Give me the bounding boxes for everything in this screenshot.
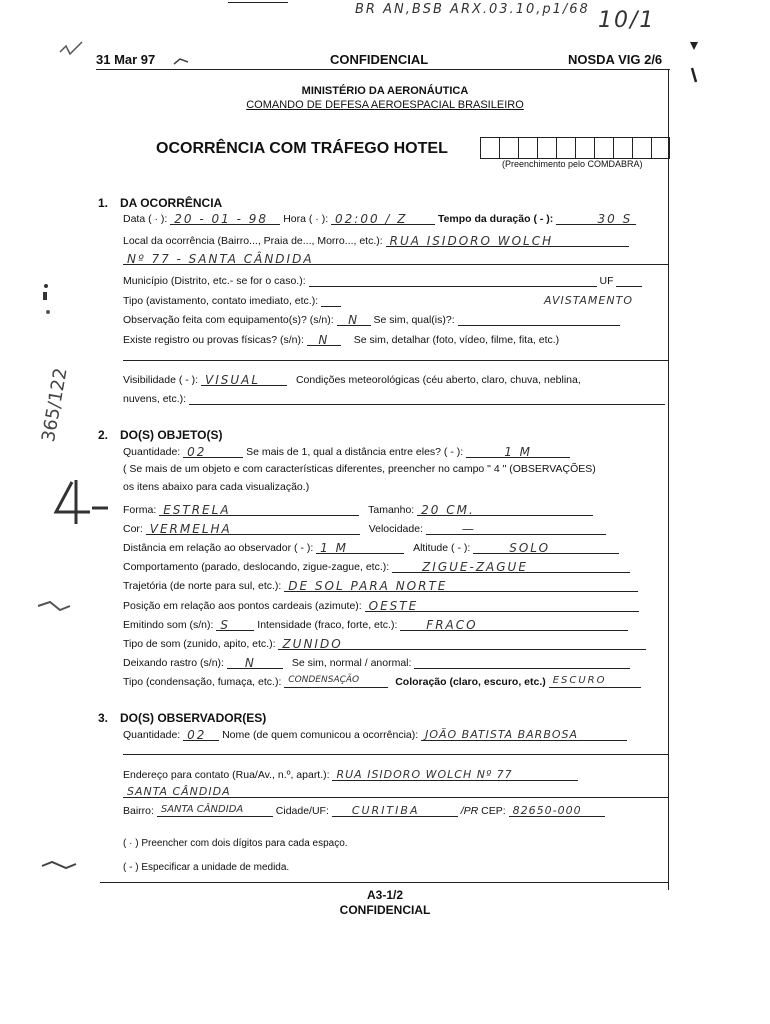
- object-qty-label: Quantidade:: [123, 446, 181, 458]
- local-value-1: RUA ISIDORO WOLCH: [386, 234, 629, 247]
- object-distance-value: 1 M: [466, 445, 570, 458]
- section3-number: 3.: [98, 711, 109, 725]
- distancia-label: Distância em relação ao observador ( - ):: [123, 542, 314, 554]
- condensacao-value: CONDENSAÇÃO: [284, 675, 388, 688]
- footnote-two-digits: ( · ) Preencher com dois dígitos para cada espaço.: [123, 838, 348, 849]
- header-date: 31 Mar 97: [96, 52, 156, 67]
- margin-speck-2: [36, 598, 76, 618]
- section1-registro-row: [123, 333, 559, 346]
- section2-cor-row: [123, 522, 606, 535]
- registro-detail-line: [123, 360, 669, 361]
- visibility-label: Visibilidade ( - ):: [123, 374, 199, 386]
- rastro-normal-value: [414, 656, 630, 669]
- ministry-name: MINISTÉRIO DA AERONÁUTICA: [301, 85, 469, 97]
- section2-traj-row: [123, 579, 638, 592]
- posicao-value: OESTE: [365, 599, 639, 612]
- date-value: 20 - 01 - 98: [170, 212, 280, 225]
- header-rule: [96, 69, 670, 70]
- registro-value: N: [307, 333, 341, 346]
- header-classification: CONFIDENCIAL: [330, 52, 429, 67]
- page-mark: 10/1: [598, 8, 656, 33]
- equip-label: Observação feita com equipamento(s)? (s/n):: [123, 314, 334, 326]
- top-scan-line: [228, 2, 288, 3]
- comport-label: Comportamento (parado, deslocando, zigue-zague, etc.):: [123, 561, 390, 573]
- local-label: Local da ocorrência (Bairro..., Praia de..., Morro..., etc.):: [123, 235, 383, 247]
- equip-qual-value: [458, 313, 620, 326]
- municipio-value: [309, 274, 597, 287]
- duration-value: 30 S: [556, 212, 636, 225]
- section1-tipo-row: [123, 294, 633, 307]
- observer-qty-value: 02: [183, 728, 219, 741]
- section1-title: DA OCORRÊNCIA: [120, 196, 223, 210]
- section3-address-row: [123, 768, 578, 781]
- rastro-normal-label: Se sim, normal / anormal:: [291, 657, 412, 669]
- cor-label: Cor:: [123, 523, 143, 535]
- section3-qtd-row: [123, 728, 627, 741]
- velocidade-value: —: [426, 522, 606, 535]
- cep-value: 82650-000: [509, 804, 605, 817]
- meteo-label-2: nuvens, etc.):: [123, 393, 187, 405]
- visibility-value: VISUAL: [201, 373, 287, 386]
- section1-equip-row: [123, 313, 620, 326]
- section2-comport-row: [123, 560, 630, 573]
- section2-som-row: [123, 618, 628, 631]
- som-value: S: [216, 618, 254, 631]
- intensidade-label: Intensidade (fraco, forte, etc.):: [257, 619, 398, 631]
- local-value-2: Nº 77 - SANTA CÂNDIDA: [123, 252, 669, 265]
- forma-label: Forma:: [123, 504, 157, 516]
- section1-local-row: [123, 234, 629, 247]
- equip-value: N: [337, 313, 371, 326]
- observer-qty-label: Quantidade:: [123, 729, 181, 741]
- section1-meteo-row-2: [123, 392, 665, 405]
- tipo-blank: [321, 294, 341, 307]
- section1-number: 1.: [98, 196, 109, 210]
- tipo-som-label: Tipo de som (zunido, apito, etc.):: [123, 638, 276, 650]
- section2-title: DO(S) OBJETO(S): [120, 428, 223, 442]
- comdabra-note: (Preenchimento pelo COMDABRA): [502, 159, 643, 169]
- tamanho-label: Tamanho:: [368, 504, 415, 516]
- tamanho-value: 20 CM.: [417, 503, 593, 516]
- hour-label: Hora ( · ):: [283, 213, 329, 225]
- section2-distancia-row: [123, 541, 619, 554]
- margin-right-marks: [684, 40, 704, 90]
- forma-value: ESTRELA: [159, 503, 359, 516]
- archive-reference: BR AN,BSB ARX.03.10,p1/68: [355, 2, 590, 17]
- intensidade-value: FRACO: [400, 618, 628, 631]
- som-label: Emitindo som (s/n):: [123, 619, 214, 631]
- section1-visibility-row: [123, 373, 581, 386]
- margin-speck-3: [40, 856, 80, 876]
- object-qty-value: 02: [183, 445, 243, 458]
- coloracao-value: ESCURO: [549, 675, 641, 688]
- margin-speck-1: [36, 280, 66, 320]
- margin-check-mark: [56, 40, 86, 60]
- bairro-value: SANTA CÂNDIDA: [157, 804, 273, 817]
- altitude-label: Altitude ( - ):: [413, 542, 471, 554]
- right-border-line: [668, 70, 669, 890]
- registro-detail-label: Se sim, detalhar (foto, vídeo, filme, fita, etc.): [353, 334, 560, 346]
- hour-value: 02:00 / Z: [331, 212, 435, 225]
- form-title: OCORRÊNCIA COM TRÁFEGO HOTEL: [156, 140, 448, 157]
- velocidade-label: Velocidade:: [368, 523, 423, 535]
- observer-name-line-2: [123, 754, 669, 755]
- cor-value: VERMELHA: [146, 522, 360, 535]
- observer-name-label: Nome (de quem comunicou a ocorrência):: [222, 729, 419, 741]
- footer-rule: [100, 882, 668, 883]
- section2-posicao-row: [123, 599, 639, 612]
- condensacao-label: Tipo (condensação, fumaça, etc.):: [123, 676, 282, 688]
- comport-value: ZIGUE-ZAGUE: [392, 560, 630, 573]
- address-value-1: RUA ISIDORO WOLCH Nº 77: [332, 768, 578, 781]
- equip-qual-label: Se sim, qual(is)?:: [373, 314, 455, 326]
- date-label: Data ( · ):: [123, 213, 168, 225]
- cidade-label: Cidade/UF:: [275, 805, 329, 817]
- address-value-2: SANTA CÂNDIDA: [123, 785, 669, 798]
- margin-handwritten-four: [50, 478, 110, 528]
- date-check-mark: [172, 56, 190, 68]
- section3-address-row-2: [123, 785, 669, 798]
- address-label: Endereço para contato (Rua/Av., n.º, apart.):: [123, 769, 330, 781]
- meteo-value: [189, 392, 665, 405]
- uf-label: UF: [599, 275, 614, 287]
- observer-name-value: JOÃO BATISTA BARBOSA: [421, 728, 627, 741]
- section1-municipio-row: [123, 274, 642, 287]
- registro-label: Existe registro ou provas físicas? (s/n):: [123, 334, 304, 346]
- cidade-value: CURITIBA: [332, 804, 458, 817]
- uf-value: [616, 274, 642, 287]
- uf-pr-value: /PR: [460, 805, 479, 817]
- section2-number: 2.: [98, 428, 109, 442]
- section3-title: DO(S) OBSERVADOR(ES): [120, 711, 267, 725]
- meteo-label: Condições meteorológicas (céu aberto, claro, chuva, neblina,: [295, 374, 581, 386]
- header-doc-code: NOSDA VIG 2/6: [568, 52, 663, 67]
- rastro-label: Deixando rastro (s/n):: [123, 657, 224, 669]
- section1-date-row: [123, 212, 636, 225]
- traj-label: Trajetória (de norte para sul, etc.):: [123, 580, 282, 592]
- tipo-value: AVISTAMENTO: [543, 294, 633, 307]
- posicao-label: Posição em relação aos pontos cardeais (azimute):: [123, 600, 362, 612]
- margin-archive-note: 365/122: [38, 366, 72, 444]
- footnote-unit: ( - ) Especificar a unidade de medida.: [123, 862, 290, 873]
- cep-label: CEP:: [481, 805, 506, 817]
- section2-rastro-row: [123, 656, 630, 669]
- tipo-label: Tipo (avistamento, contato imediato, etc.):: [123, 295, 319, 307]
- rastro-value: N: [227, 656, 283, 669]
- footer-page-id: A3-1/2: [366, 888, 404, 902]
- altitude-value: SOLO: [473, 541, 619, 554]
- municipio-label: Município (Distrito, etc.- se for o caso.):: [123, 275, 306, 287]
- tipo-som-value: ZUNIDO: [278, 637, 646, 650]
- object-distance-label: Se mais de 1, qual a distância entre eles? ( - ):: [246, 446, 464, 458]
- bairro-label: Bairro:: [123, 805, 154, 817]
- command-name: COMANDO DE DEFESA AEROESPACIAL BRASILEIRO: [246, 99, 524, 111]
- section2-forma-row: [123, 503, 593, 516]
- comdabra-code-boxes: [480, 137, 670, 159]
- section1-local-row-2: [123, 252, 669, 265]
- section2-qtd-row: [123, 445, 570, 458]
- coloracao-label: Coloração (claro, escuro, etc.): [395, 676, 546, 688]
- section2-note-2: os itens abaixo para cada visualização.): [123, 481, 310, 493]
- traj-value: DE SOL PARA NORTE: [284, 579, 638, 592]
- section2-condensacao-row: [123, 675, 641, 688]
- section2-tipo-som-row: [123, 637, 646, 650]
- section2-note-1: ( Se mais de um objeto e com características diferentes, preencher no campo " 4 " (OBSERVAÇÕES): [123, 463, 596, 475]
- section3-bairro-row: [123, 804, 605, 817]
- duration-label: Tempo da duração ( - ):: [437, 213, 554, 225]
- distancia-value: 1 M: [316, 541, 404, 554]
- footer-classification: CONFIDENCIAL: [339, 903, 431, 917]
